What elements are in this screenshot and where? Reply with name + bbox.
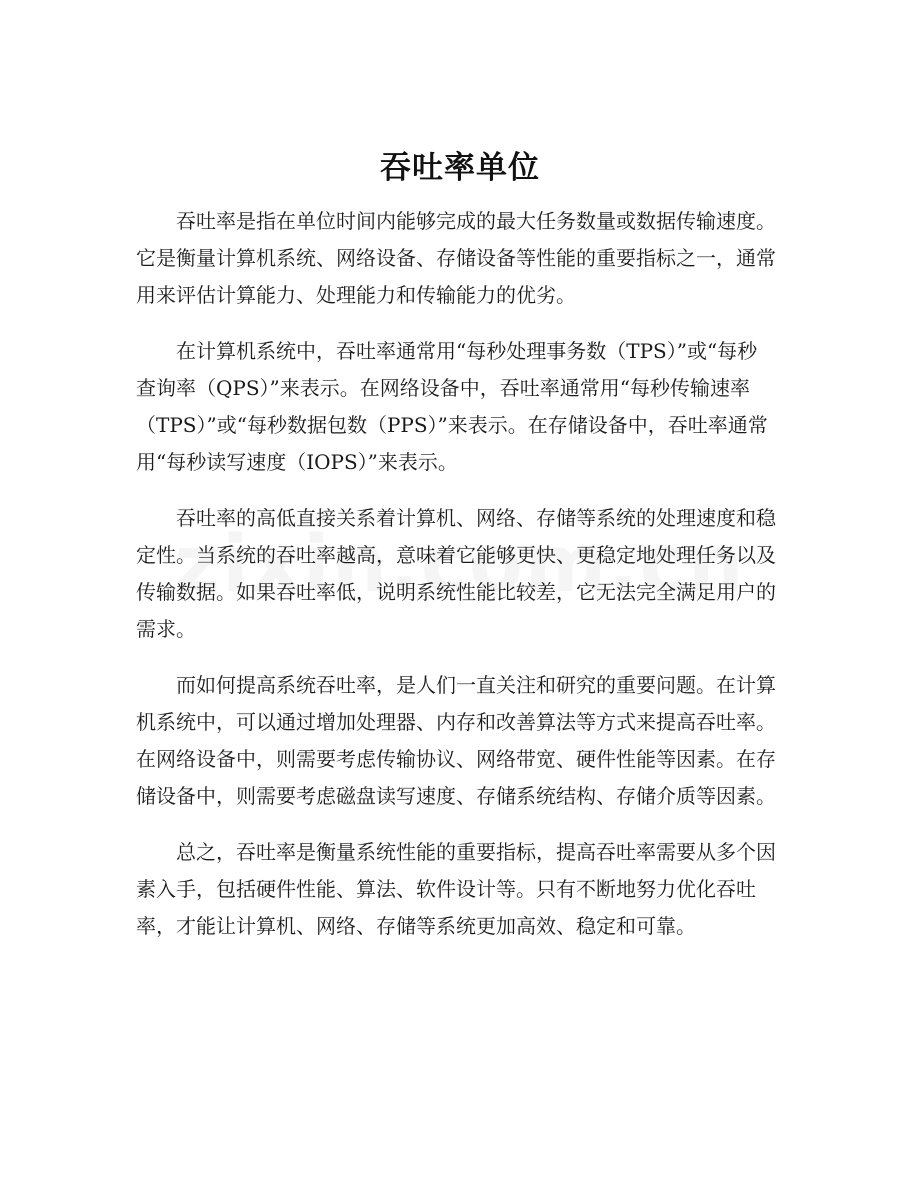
paragraph-definition: 吞吐率是指在单位时间内能够完成的最大任务数量或数据传输速度。它是衡量计算机系统、网络设备、存储设备等性能的重要指标之一，通常用来评估计算能力、处理能力和传输能力的优劣。 <box>136 209 776 307</box>
paragraph-impact: 吞吐率的高低直接关系着计算机、网络、存储等系统的处理速度和稳定性。当系统的吞吐率越高，意味着它能够更快、更稳定地处理任务以及传输数据。如果吞吐率低，说明系统性能比较差，它无法完全满足用户的需求。 <box>136 506 776 641</box>
document-body <box>136 203 776 964</box>
paragraph-units: 在计算机系统中，吞吐率通常用“每秒处理事务数（TPS）”或“每秒查询率（QPS）”来表示。在网络设备中，吞吐率通常用“每秒传输速率（TPS）”或“每秒数据包数（PPS）”来表示。在存储设备中，吞吐率通常用“每秒读写速度（IOPS）”来表示。 <box>136 339 768 474</box>
paragraph-conclusion: 总之，吞吐率是衡量系统性能的重要指标，提高吞吐率需要从多个因素入手，包括硬件性能、算法、软件设计等。只有不断地努力优化吞吐率，才能让计算机、网络、存储等系统更加高效、稳定和可靠。 <box>136 840 776 938</box>
document-title: 吞吐率单位 <box>380 150 540 186</box>
paragraph-improvement: 而如何提高系统吞吐率，是人们一直关注和研究的重要问题。在计算机系统中，可以通过增加处理器、内存和改善算法等方式来提高吞吐率。在网络设备中，则需要考虑传输协议、网络带宽、硬件性能等因素。在存储设备中，则需要考虑磁盘读写速度、存储系统结构、存储介质等因素。 <box>136 673 776 808</box>
